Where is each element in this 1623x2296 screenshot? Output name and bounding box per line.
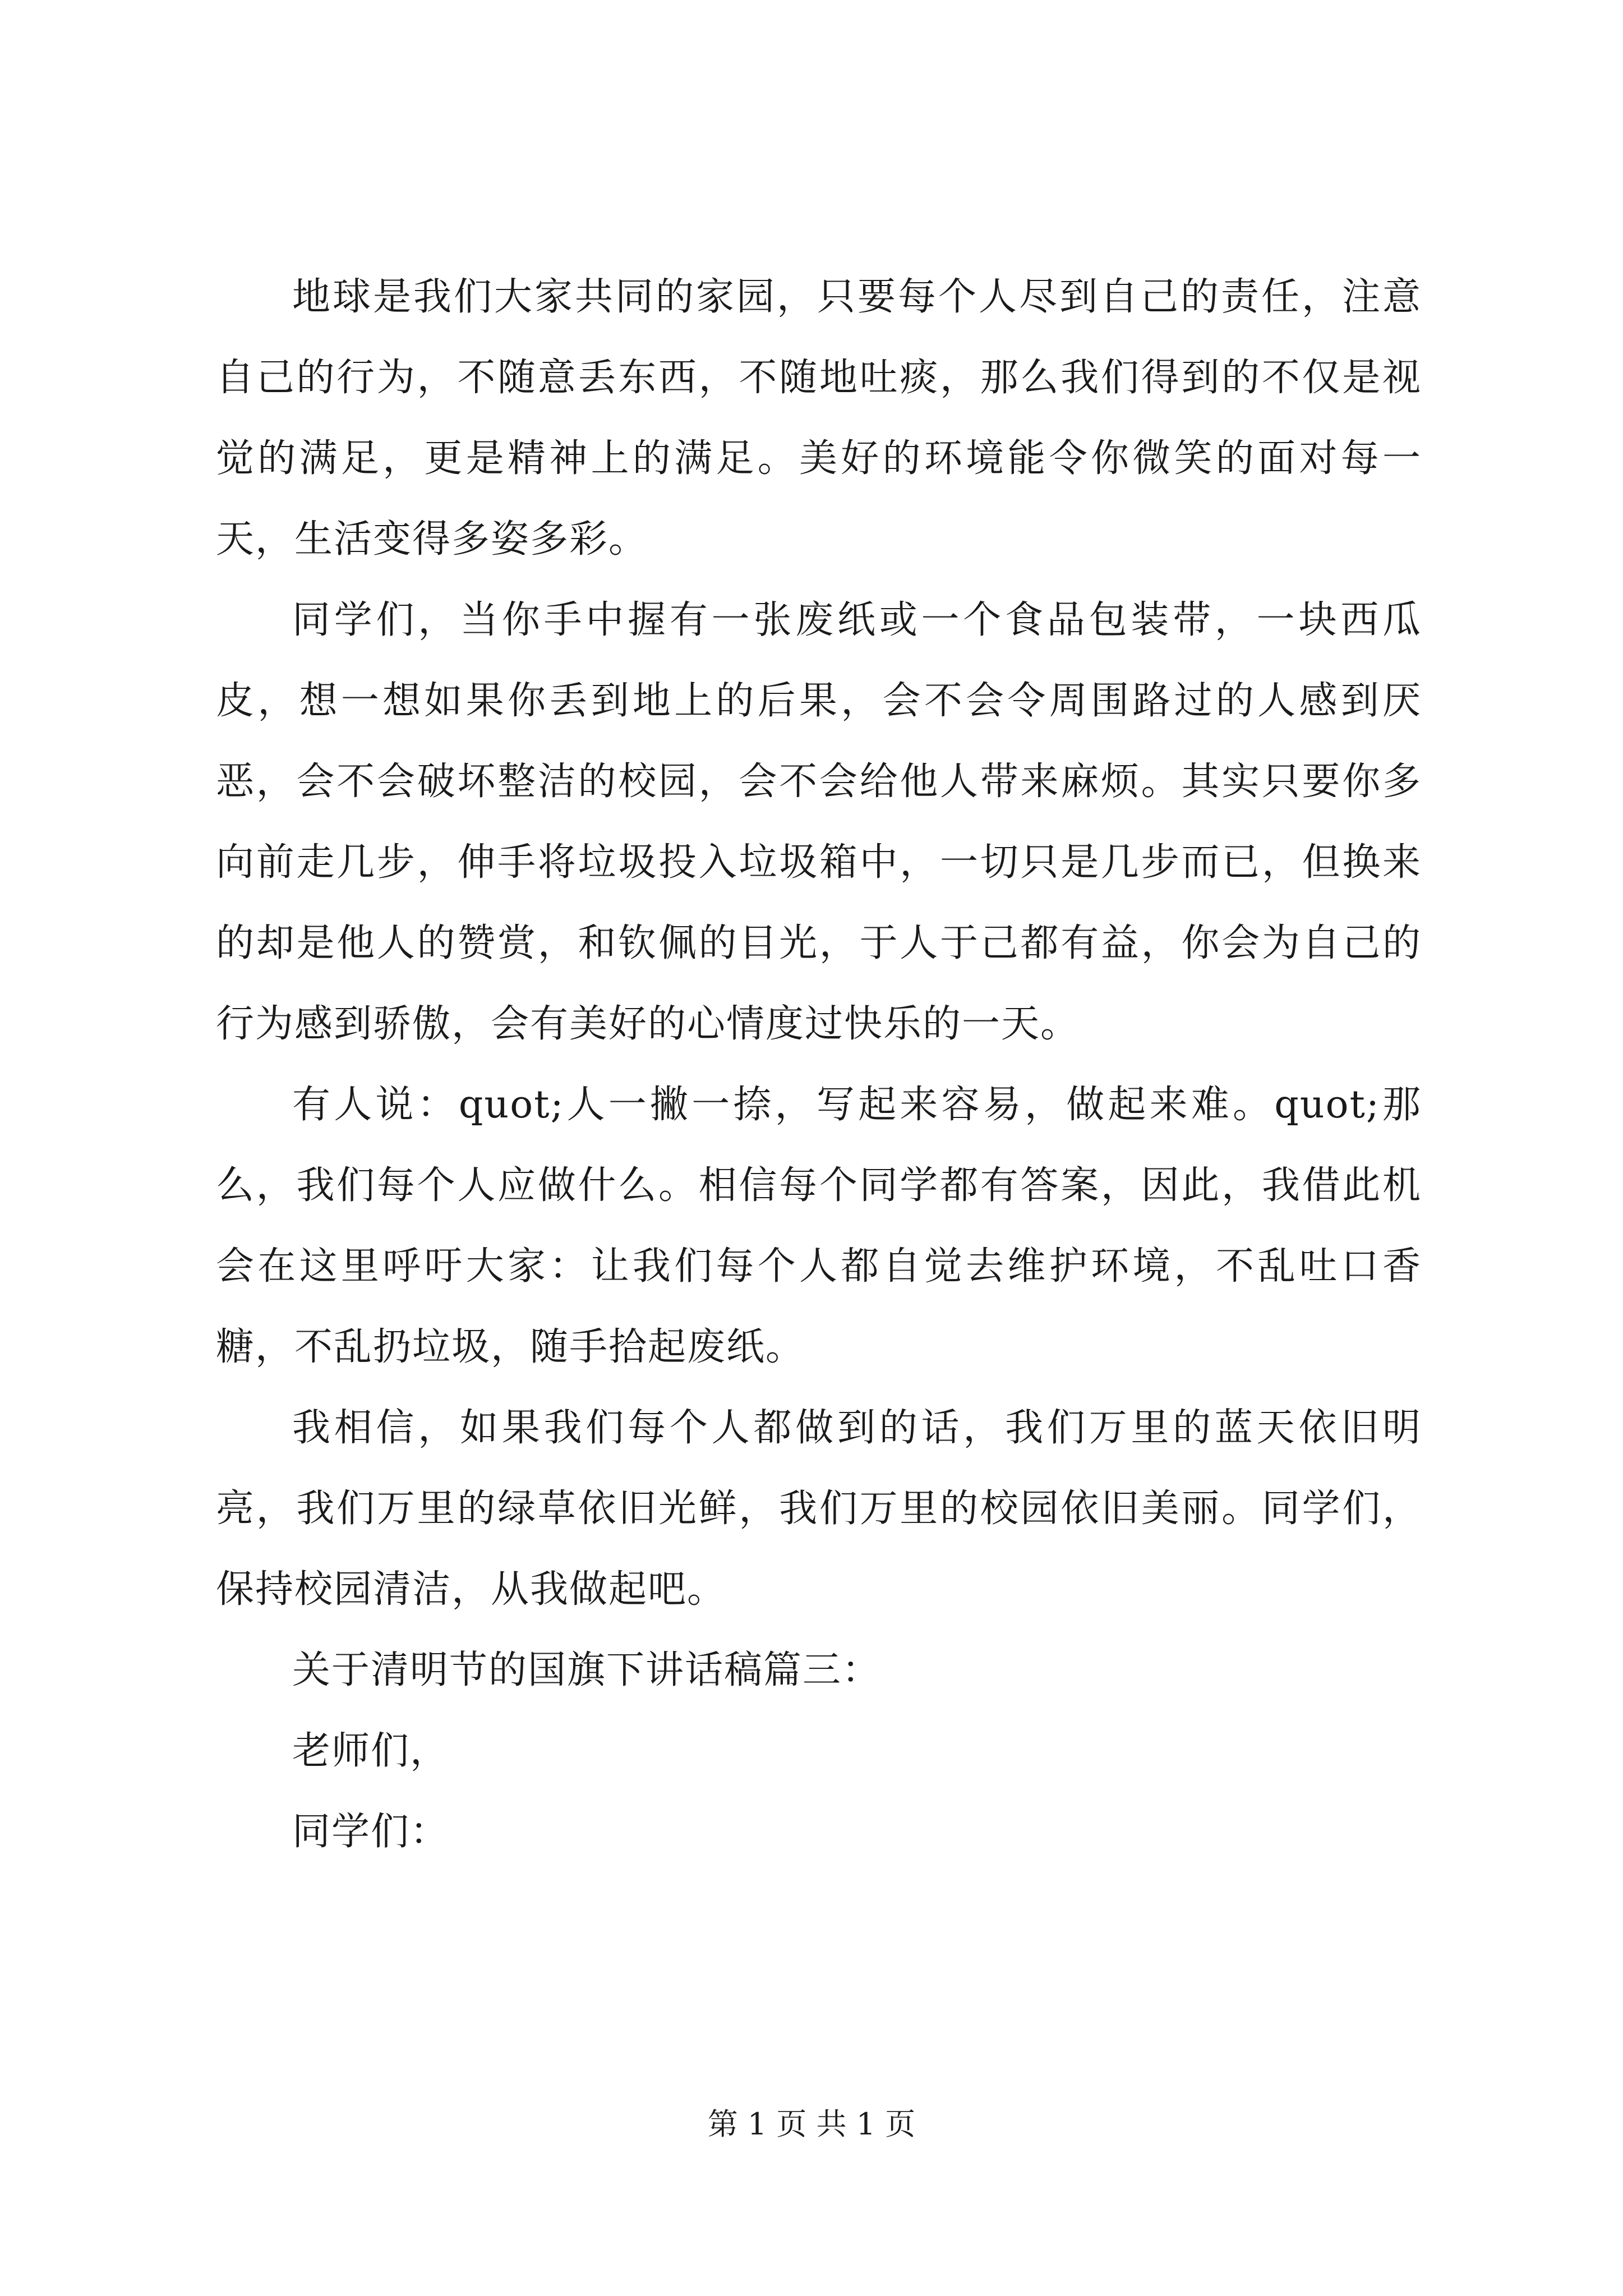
section-heading: 关于清明节的国旗下讲话稿篇三： <box>292 1648 882 1692</box>
paragraph-call-to-action: 有人说：quot;人一撇一捺，写起来容易，做起来难。quot;那么，我们每个人应做什么。相信每个同学都有答案，因此，我借此机会在这里呼吁大家：让我们每个人都自觉去维护环境，不乱吐口香糖，不乱扔垃圾，随手拾起废纸。 <box>216 1083 1422 1369</box>
paragraph-trash-pickup: 同学们，当你手中握有一张废纸或一个食品包装带，一块西瓜皮，想一想如果你丢到地上的后果，会不会令周围路过的人感到厌恶，会不会破坏整洁的校园，会不会给他人带来麻烦。其实只要你多向前走几步，伸手将垃圾投入垃圾箱中，一切只是几步而已，但换来的却是他人的赞赏，和钦佩的目光，于人于己都有益，你会为自己的行为感到骄傲，会有美好的心情度过快乐的一天。 <box>216 598 1422 1046</box>
paragraph-belief: 我相信，如果我们每个人都做到的话，我们万里的蓝天依旧明亮，我们万里的绿草依旧光鲜，我们万里的校园依旧美丽。同学们，保持校园清洁，从我做起吧。 <box>216 1406 1422 1612</box>
paragraph-earth-home: 地球是我们大家共同的家园，只要每个人尽到自己的责任，注意自己的行为，不随意丢东西，不随地吐痰，那么我们得到的不仅是视觉的满足，更是精神上的满足。美好的环境能令你微笑的面对每一天，生活变得多姿多彩。 <box>216 275 1422 562</box>
page-footer: 第 1 页 共 1 页 <box>707 2106 916 2142</box>
salutation-students: 同学们： <box>292 1810 450 1854</box>
salutation-teachers: 老师们， <box>292 1729 450 1773</box>
document-body <box>216 257 1422 1872</box>
